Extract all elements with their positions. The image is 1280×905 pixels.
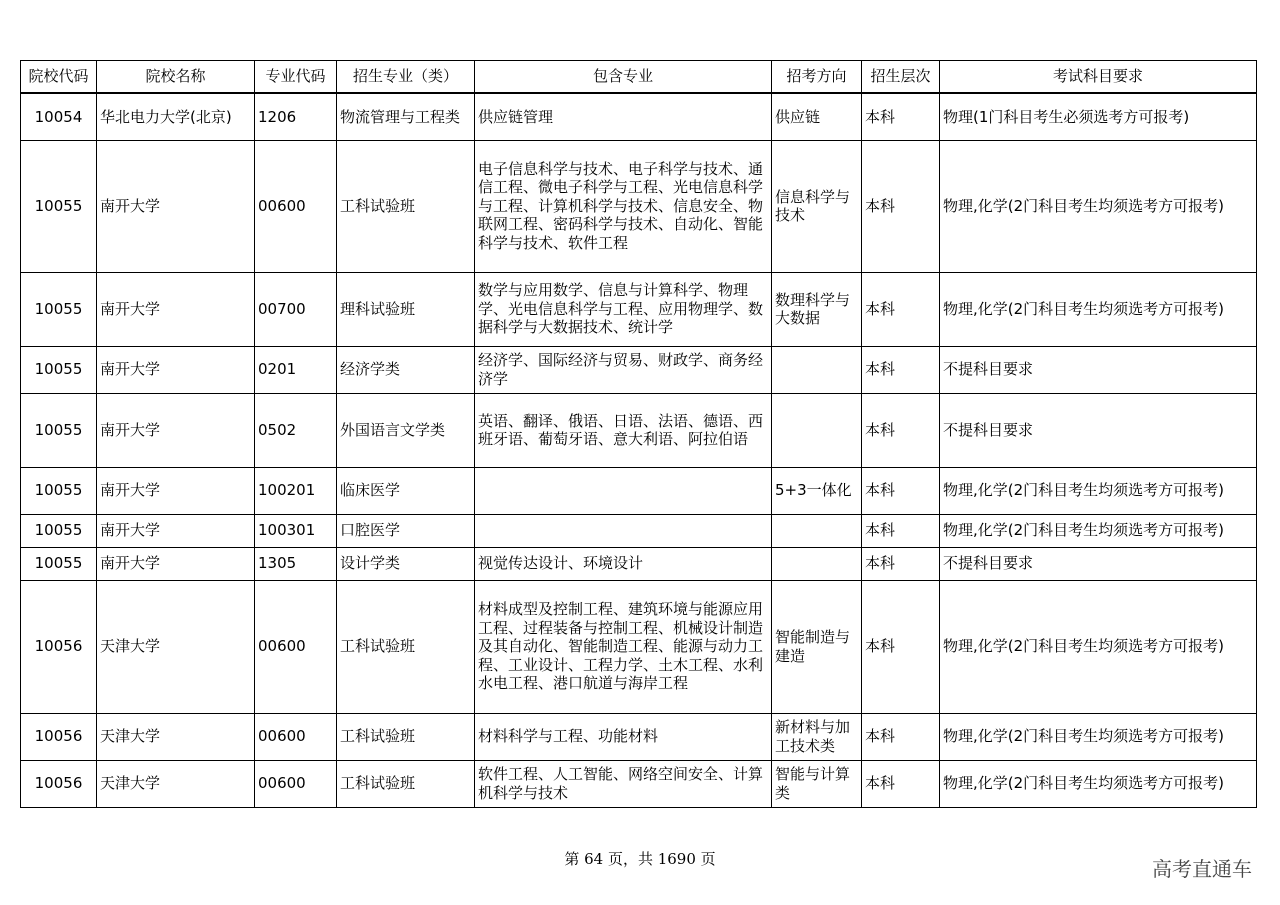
school-name-cell: 南开大学 xyxy=(97,272,255,346)
direction-cell xyxy=(772,514,862,547)
level-cell: 本科 xyxy=(862,272,940,346)
school-code-cell: 10055 xyxy=(21,467,97,514)
school-code-cell: 10055 xyxy=(21,547,97,580)
subject-requirements-cell: 物理,化学(2门科目考生均须选考方可报考) xyxy=(940,580,1257,713)
subject-requirements-cell: 物理,化学(2门科目考生均须选考方可报考) xyxy=(940,514,1257,547)
level-cell: 本科 xyxy=(862,140,940,272)
school-code-cell: 10055 xyxy=(21,346,97,393)
header-school-name: 院校名称 xyxy=(97,61,255,94)
major-category-cell: 工科试验班 xyxy=(337,713,475,760)
major-category-cell: 外国语言文学类 xyxy=(337,393,475,467)
school-name-cell: 南开大学 xyxy=(97,514,255,547)
included-majors-cell xyxy=(475,514,772,547)
level-cell: 本科 xyxy=(862,514,940,547)
table-row xyxy=(21,140,1257,272)
included-majors-cell: 视觉传达设计、环境设计 xyxy=(475,547,772,580)
watermark: 高考直通车 xyxy=(1152,857,1252,881)
major-code-cell: 0502 xyxy=(255,393,337,467)
school-name-cell: 南开大学 xyxy=(97,393,255,467)
table-row xyxy=(21,467,1257,514)
table-row xyxy=(21,93,1257,140)
header-major-code: 专业代码 xyxy=(255,61,337,94)
included-majors-cell: 经济学、国际经济与贸易、财政学、商务经济学 xyxy=(475,346,772,393)
direction-cell xyxy=(772,393,862,467)
major-code-cell: 00600 xyxy=(255,140,337,272)
major-category-cell: 经济学类 xyxy=(337,346,475,393)
subject-requirements-cell: 物理,化学(2门科目考生均须选考方可报考) xyxy=(940,272,1257,346)
included-majors-cell: 软件工程、人工智能、网络空间安全、计算机科学与技术 xyxy=(475,760,772,807)
school-name-cell: 天津大学 xyxy=(97,580,255,713)
direction-cell: 信息科学与技术 xyxy=(772,140,862,272)
school-name-cell: 天津大学 xyxy=(97,760,255,807)
school-name-cell: 南开大学 xyxy=(97,467,255,514)
table-row xyxy=(21,547,1257,580)
school-code-cell: 10055 xyxy=(21,272,97,346)
page-number: 第 64 页，共 1690 页 xyxy=(564,850,716,868)
direction-cell: 供应链 xyxy=(772,93,862,140)
included-majors-cell: 供应链管理 xyxy=(475,93,772,140)
table-row xyxy=(21,346,1257,393)
school-name-cell: 南开大学 xyxy=(97,346,255,393)
subject-requirements-cell: 不提科目要求 xyxy=(940,346,1257,393)
major-code-cell: 1305 xyxy=(255,547,337,580)
subject-requirements-cell: 物理,化学(2门科目考生均须选考方可报考) xyxy=(940,713,1257,760)
major-category-cell: 临床医学 xyxy=(337,467,475,514)
level-cell: 本科 xyxy=(862,467,940,514)
school-code-cell: 10055 xyxy=(21,514,97,547)
major-category-cell: 口腔医学 xyxy=(337,514,475,547)
included-majors-cell: 数学与应用数学、信息与计算科学、物理学、光电信息科学与工程、应用物理学、数据科学与大数据技术、统计学 xyxy=(475,272,772,346)
level-cell: 本科 xyxy=(862,93,940,140)
subject-requirements-cell: 物理(1门科目考生必须选考方可报考) xyxy=(940,93,1257,140)
major-code-cell: 100201 xyxy=(255,467,337,514)
school-code-cell: 10056 xyxy=(21,713,97,760)
direction-cell: 5+3一体化 xyxy=(772,467,862,514)
subject-requirements-cell: 不提科目要求 xyxy=(940,547,1257,580)
table-row xyxy=(21,393,1257,467)
level-cell: 本科 xyxy=(862,580,940,713)
subject-requirements-cell: 物理,化学(2门科目考生均须选考方可报考) xyxy=(940,140,1257,272)
major-category-cell: 工科试验班 xyxy=(337,580,475,713)
admission-table xyxy=(20,60,1257,808)
included-majors-cell: 英语、翻译、俄语、日语、法语、德语、西班牙语、葡萄牙语、意大利语、阿拉伯语 xyxy=(475,393,772,467)
direction-cell: 新材料与加工技术类 xyxy=(772,713,862,760)
major-category-cell: 工科试验班 xyxy=(337,140,475,272)
school-code-cell: 10056 xyxy=(21,580,97,713)
header-level: 招生层次 xyxy=(862,61,940,94)
school-code-cell: 10055 xyxy=(21,140,97,272)
header-row xyxy=(21,61,1257,94)
included-majors-cell: 电子信息科学与技术、电子科学与技术、通信工程、微电子科学与工程、光电信息科学与工程、计算机科学与技术、信息安全、物联网工程、密码科学与技术、自动化、智能科学与技术、软件工程 xyxy=(475,140,772,272)
table-row xyxy=(21,272,1257,346)
header-subject-requirements: 考试科目要求 xyxy=(940,61,1257,94)
major-code-cell: 00600 xyxy=(255,713,337,760)
subject-requirements-cell: 物理,化学(2门科目考生均须选考方可报考) xyxy=(940,467,1257,514)
major-category-cell: 设计学类 xyxy=(337,547,475,580)
included-majors-cell: 材料科学与工程、功能材料 xyxy=(475,713,772,760)
level-cell: 本科 xyxy=(862,393,940,467)
major-code-cell: 0201 xyxy=(255,346,337,393)
table-row xyxy=(21,713,1257,760)
level-cell: 本科 xyxy=(862,346,940,393)
direction-cell: 智能制造与建造 xyxy=(772,580,862,713)
table-row xyxy=(21,580,1257,713)
school-name-cell: 南开大学 xyxy=(97,547,255,580)
major-category-cell: 物流管理与工程类 xyxy=(337,93,475,140)
table-row xyxy=(21,514,1257,547)
major-code-cell: 1206 xyxy=(255,93,337,140)
level-cell: 本科 xyxy=(862,760,940,807)
major-category-cell: 理科试验班 xyxy=(337,272,475,346)
subject-requirements-cell: 不提科目要求 xyxy=(940,393,1257,467)
included-majors-cell xyxy=(475,467,772,514)
major-code-cell: 00600 xyxy=(255,580,337,713)
direction-cell: 数理科学与大数据 xyxy=(772,272,862,346)
header-major-category: 招生专业（类） xyxy=(337,61,475,94)
table-row xyxy=(21,760,1257,807)
major-category-cell: 工科试验班 xyxy=(337,760,475,807)
school-code-cell: 10054 xyxy=(21,93,97,140)
major-code-cell: 00600 xyxy=(255,760,337,807)
header-included-majors: 包含专业 xyxy=(475,61,772,94)
major-code-cell: 00700 xyxy=(255,272,337,346)
level-cell: 本科 xyxy=(862,713,940,760)
school-code-cell: 10056 xyxy=(21,760,97,807)
header-direction: 招考方向 xyxy=(772,61,862,94)
school-name-cell: 天津大学 xyxy=(97,713,255,760)
direction-cell: 智能与计算类 xyxy=(772,760,862,807)
school-code-cell: 10055 xyxy=(21,393,97,467)
direction-cell xyxy=(772,346,862,393)
level-cell: 本科 xyxy=(862,547,940,580)
school-name-cell: 南开大学 xyxy=(97,140,255,272)
header-school-code: 院校代码 xyxy=(21,61,97,94)
major-code-cell: 100301 xyxy=(255,514,337,547)
included-majors-cell: 材料成型及控制工程、建筑环境与能源应用工程、过程装备与控制工程、机械设计制造及其自动化、智能制造工程、能源与动力工程、工业设计、工程力学、土木工程、水利水电工程、港口航道与海岸工程 xyxy=(475,580,772,713)
subject-requirements-cell: 物理,化学(2门科目考生均须选考方可报考) xyxy=(940,760,1257,807)
school-name-cell: 华北电力大学(北京) xyxy=(97,93,255,140)
direction-cell xyxy=(772,547,862,580)
